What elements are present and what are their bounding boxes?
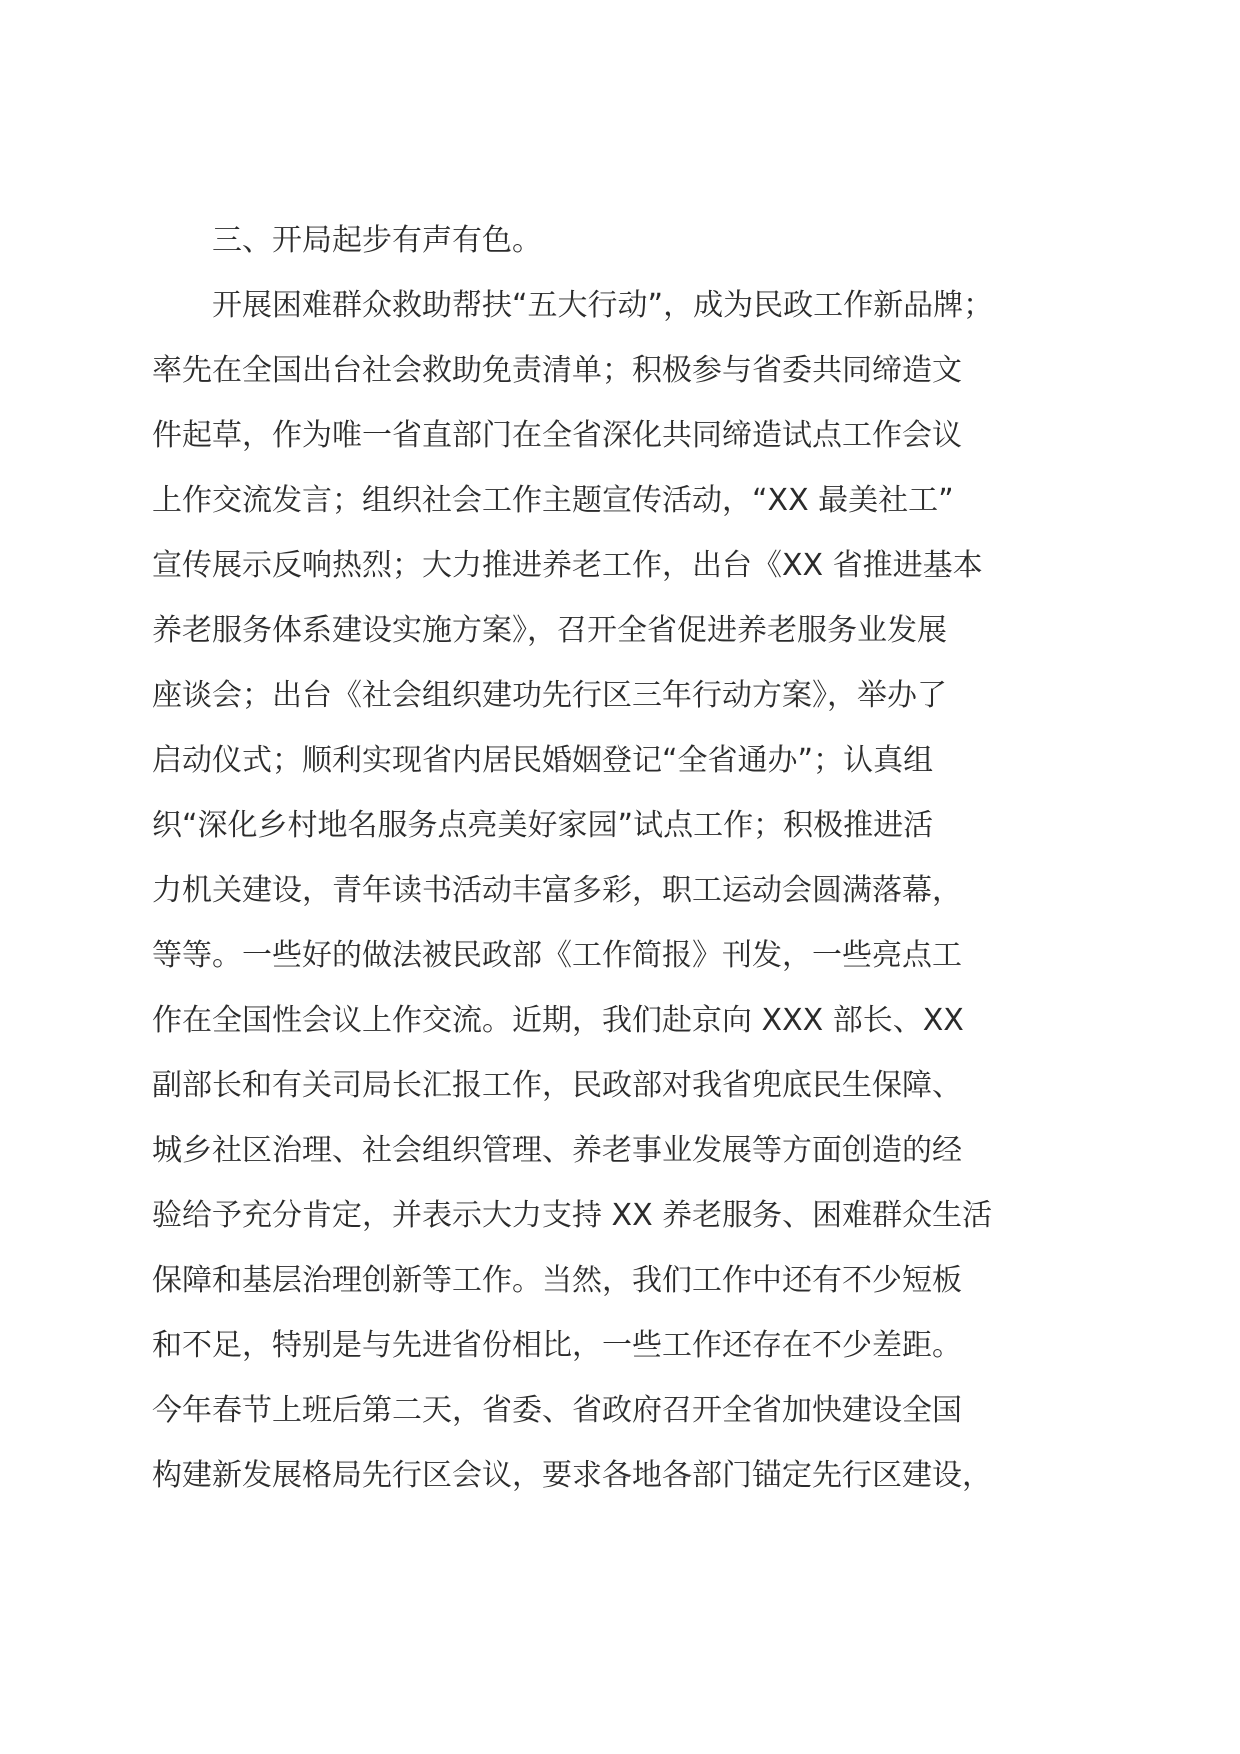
paragraph-line: 开展困难群众救助帮扶“五大行动”，成为民政工作新品牌；	[212, 288, 994, 323]
paragraph-line: 验给予充分肯定，并表示大力支持 XX 养老服务、困难群众生活	[152, 1198, 993, 1233]
paragraph-line: 率先在全国出台社会救助免责清单；积极参与省委共同缔造文	[152, 353, 962, 388]
paragraph-line: 等等。一些好的做法被民政部《工作简报》刊发，一些亮点工	[152, 938, 962, 973]
paragraph-line: 上作交流发言；组织社会工作主题宣传活动，“XX 最美社工”	[152, 483, 954, 518]
paragraph-line: 城乡社区治理、社会组织管理、养老事业发展等方面创造的经	[152, 1133, 962, 1168]
document-body	[152, 208, 1102, 1508]
paragraph-line: 保障和基层治理创新等工作。当然，我们工作中还有不少短板	[152, 1263, 962, 1298]
paragraph-line: 件起草，作为唯一省直部门在全省深化共同缔造试点工作会议	[152, 418, 962, 453]
section-heading: 三、开局起步有声有色。	[212, 223, 542, 258]
paragraph-line: 副部长和有关司局长汇报工作，民政部对我省兜底民生保障、	[152, 1068, 962, 1103]
paragraph-line: 和不足，特别是与先进省份相比，一些工作还存在不少差距。	[152, 1328, 962, 1363]
paragraph-line: 启动仪式；顺利实现省内居民婚姻登记“全省通办”；认真组	[152, 743, 934, 778]
paragraph-line: 构建新发展格局先行区会议，要求各地各部门锚定先行区建设，	[152, 1458, 992, 1493]
paragraph-line: 织“深化乡村地名服务点亮美好家园”试点工作；积极推进活	[152, 808, 934, 843]
paragraph-line: 作在全国性会议上作交流。近期，我们赴京向 XXX 部长、XX	[152, 1003, 964, 1038]
paragraph-line: 力机关建设，青年读书活动丰富多彩，职工运动会圆满落幕，	[152, 873, 962, 908]
paragraph-line: 养老服务体系建设实施方案》，召开全省促进养老服务业发展	[152, 613, 947, 648]
paragraph-line: 今年春节上班后第二天，省委、省政府召开全省加快建设全国	[152, 1393, 962, 1428]
paragraph-line: 座谈会；出台《社会组织建功先行区三年行动方案》，举办了	[152, 678, 947, 713]
paragraph-line: 宣传展示反响热烈；大力推进养老工作，出台《XX 省推进基本	[152, 548, 983, 583]
